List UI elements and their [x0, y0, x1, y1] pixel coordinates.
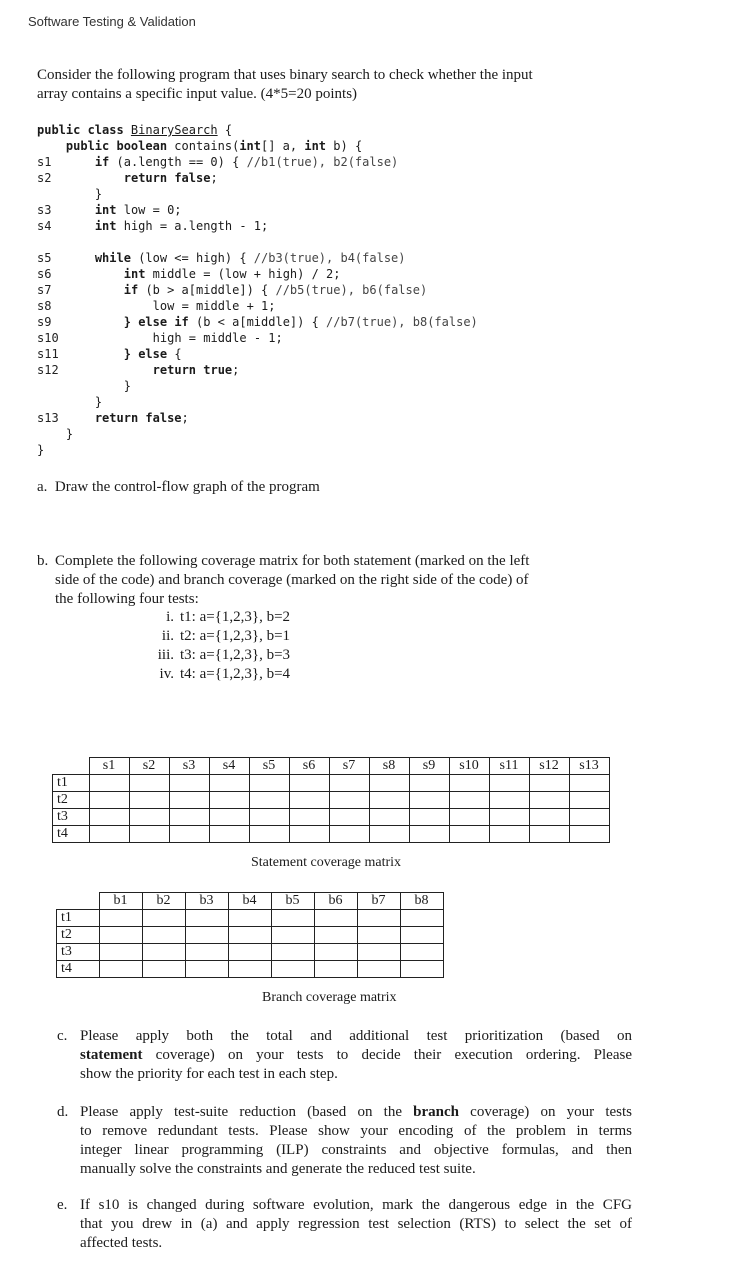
- code-line: [37, 442, 44, 458]
- code-text3: b) {: [326, 139, 363, 153]
- code-comment: //b7(true), b8(false): [326, 315, 478, 329]
- test-number: ii.: [161, 628, 174, 644]
- matrix-column-header: b1: [99, 893, 142, 910]
- code-line: [66, 426, 73, 442]
- matrix-cell[interactable]: [99, 927, 142, 944]
- part-c-letter: c.: [57, 1028, 68, 1044]
- matrix-row: [53, 792, 610, 809]
- matrix-cell[interactable]: [271, 927, 314, 944]
- matrix-cell[interactable]: [449, 809, 489, 826]
- code-kw: int: [94, 203, 124, 217]
- matrix-cell[interactable]: [400, 961, 443, 978]
- class-name: BinarySearch: [130, 123, 218, 137]
- code-line: [124, 266, 341, 282]
- matrix-cell[interactable]: [249, 775, 289, 792]
- matrix-cell[interactable]: [357, 910, 400, 927]
- matrix-cell[interactable]: [489, 826, 529, 843]
- matrix-cell[interactable]: [329, 792, 369, 809]
- matrix-cell[interactable]: [329, 809, 369, 826]
- matrix-cell[interactable]: [228, 944, 271, 961]
- intro-line: array contains a specific input value. (4*5=20 points): [37, 86, 358, 102]
- code-text: ;: [210, 171, 218, 185]
- part-d-line: manually solve the constraints and generate the reduced test suite.: [80, 1161, 476, 1177]
- code-text: low = middle + 1;: [152, 299, 276, 313]
- part-e: [80, 1196, 632, 1253]
- matrix-cell[interactable]: [142, 961, 185, 978]
- statement-label: s8: [37, 299, 52, 313]
- code-line: [124, 346, 182, 362]
- matrix-cell[interactable]: [169, 826, 209, 843]
- matrix-cell[interactable]: [129, 792, 169, 809]
- test-text: t4: a={1,2,3}, b=4: [180, 666, 291, 682]
- matrix-cell[interactable]: [569, 809, 609, 826]
- matrix-corner: [57, 893, 100, 910]
- matrix-column-header: b4: [228, 893, 271, 910]
- matrix-cell[interactable]: [357, 961, 400, 978]
- part-d-line: integer linear programming (ILP) constraints and objective formulas, and then: [80, 1142, 632, 1158]
- code-line: [95, 250, 406, 266]
- matrix-cell[interactable]: [249, 809, 289, 826]
- matrix-cell[interactable]: [529, 792, 569, 809]
- matrix-corner: [53, 758, 90, 775]
- code-kw: if: [94, 155, 117, 169]
- matrix-column-header: s12: [529, 758, 569, 775]
- code-line: [153, 298, 276, 314]
- matrix-column-header: s6: [289, 758, 329, 775]
- matrix-cell[interactable]: [529, 809, 569, 826]
- part-e-line: affected tests.: [80, 1235, 163, 1251]
- matrix-column-header: b7: [357, 893, 400, 910]
- matrix-cell[interactable]: [129, 826, 169, 843]
- matrix-column-header: b6: [314, 893, 357, 910]
- statement-label: s5: [37, 251, 52, 265]
- matrix-cell[interactable]: [185, 910, 228, 927]
- test-item: [140, 608, 290, 627]
- matrix-cell[interactable]: [169, 775, 209, 792]
- part-d: [80, 1103, 632, 1179]
- code-text: contains(: [174, 139, 240, 153]
- code-text: }: [94, 395, 103, 409]
- code-text: }: [94, 187, 103, 201]
- matrix-cell[interactable]: [271, 910, 314, 927]
- matrix-cell[interactable]: [142, 927, 185, 944]
- code-text: (a.length == 0) {: [116, 155, 247, 169]
- part-c-bold: statement: [80, 1047, 143, 1063]
- matrix-column-header: s1: [89, 758, 129, 775]
- matrix-cell[interactable]: [249, 826, 289, 843]
- matrix-cell[interactable]: [449, 826, 489, 843]
- matrix-cell[interactable]: [400, 927, 443, 944]
- part-d-line: [80, 1103, 632, 1122]
- matrix-row: [57, 944, 444, 961]
- matrix-cell[interactable]: [129, 775, 169, 792]
- statement-coverage-matrix: [52, 757, 610, 843]
- code-kw: int: [123, 267, 153, 281]
- part-c-post: coverage) on your tests to decide their execution ordering. Please: [142, 1047, 632, 1063]
- matrix-cell[interactable]: [89, 826, 129, 843]
- code-text: low = 0;: [123, 203, 182, 217]
- class-keyword: public class: [37, 123, 131, 137]
- test-text: t2: a={1,2,3}, b=1: [180, 628, 291, 644]
- matrix-row: [53, 809, 610, 826]
- part-c-line: show the priority for each test in each step.: [80, 1066, 338, 1082]
- code-line: [124, 378, 131, 394]
- code-kw: if: [123, 283, 146, 297]
- matrix-cell[interactable]: [228, 910, 271, 927]
- code-line: [124, 170, 218, 186]
- matrix-cell[interactable]: [129, 809, 169, 826]
- matrix-cell[interactable]: [142, 944, 185, 961]
- code-kw: return false: [123, 171, 211, 185]
- matrix-cell[interactable]: [209, 775, 249, 792]
- test-text: t3: a={1,2,3}, b=3: [180, 647, 291, 663]
- matrix-cell[interactable]: [99, 944, 142, 961]
- code-text: high = a.length - 1;: [123, 219, 269, 233]
- matrix-cell[interactable]: [409, 809, 449, 826]
- matrix-cell[interactable]: [529, 826, 569, 843]
- matrix-cell[interactable]: [289, 826, 329, 843]
- part-d-letter: d.: [57, 1104, 69, 1120]
- matrix-column-header: b8: [400, 893, 443, 910]
- code-comment: //b3(true), b4(false): [253, 251, 406, 265]
- matrix-column-header: b3: [185, 893, 228, 910]
- matrix-row-header: t2: [57, 927, 100, 944]
- matrix-cell[interactable]: [289, 809, 329, 826]
- code-line: [95, 186, 102, 202]
- code-line: [153, 362, 240, 378]
- matrix-cell[interactable]: [169, 792, 209, 809]
- code-line: [95, 394, 102, 410]
- matrix-cell[interactable]: [357, 927, 400, 944]
- matrix-cell[interactable]: [409, 826, 449, 843]
- class-brace: {: [217, 123, 233, 137]
- matrix-cell[interactable]: [185, 961, 228, 978]
- statement-label: s7: [37, 283, 52, 297]
- document-header: Software Testing & Validation: [28, 14, 196, 29]
- code-text: }: [37, 443, 45, 457]
- part-b-letter: b.: [37, 553, 49, 569]
- matrix-column-header: s9: [409, 758, 449, 775]
- matrix-row: [57, 961, 444, 978]
- matrix-row-header: t2: [53, 792, 90, 809]
- matrix-cell[interactable]: [329, 826, 369, 843]
- matrix-cell[interactable]: [289, 775, 329, 792]
- matrix-row: [53, 826, 610, 843]
- matrix-cell[interactable]: [99, 910, 142, 927]
- matrix-column-header: s8: [369, 758, 409, 775]
- part-a: [37, 478, 320, 497]
- matrix-cell[interactable]: [409, 775, 449, 792]
- matrix-row: [53, 775, 610, 792]
- code-text: {: [174, 347, 182, 361]
- matrix-cell[interactable]: [209, 792, 249, 809]
- statement-label: s2: [37, 171, 52, 185]
- matrix-cell[interactable]: [409, 792, 449, 809]
- class-declaration: [37, 122, 232, 138]
- code-text: middle = (low + high) / 2;: [152, 267, 341, 281]
- code-comment: //b5(true), b6(false): [275, 283, 428, 297]
- statement-label: s12: [37, 363, 59, 377]
- matrix-row-header: t4: [53, 826, 90, 843]
- matrix-column-header: s11: [489, 758, 529, 775]
- code-line: [153, 330, 283, 346]
- part-e-line: that you drew in (a) and apply regression test selection (RTS) to select the set of: [80, 1216, 632, 1232]
- statement-label: s4: [37, 219, 52, 233]
- code-kw: public boolean: [65, 139, 175, 153]
- matrix-cell[interactable]: [209, 809, 249, 826]
- code-line: [124, 314, 478, 330]
- statement-label: s6: [37, 267, 52, 281]
- matrix-cell[interactable]: [142, 910, 185, 927]
- code-kw: } else if: [123, 315, 196, 329]
- matrix-cell[interactable]: [357, 944, 400, 961]
- intro-line: Consider the following program that uses binary search to check whether the input: [37, 67, 533, 83]
- code-text: (b < a[middle]) {: [196, 315, 327, 329]
- matrix-column-header: s10: [449, 758, 489, 775]
- matrix-cell[interactable]: [314, 910, 357, 927]
- matrix-cell[interactable]: [271, 944, 314, 961]
- statement-label: s13: [37, 411, 59, 425]
- matrix-cell[interactable]: [369, 792, 409, 809]
- code-text: (low <= high) {: [138, 251, 254, 265]
- code-kw: while: [94, 251, 139, 265]
- matrix-column-header: b2: [142, 893, 185, 910]
- matrix-column-header: s4: [209, 758, 249, 775]
- matrix-cell[interactable]: [369, 775, 409, 792]
- test-item: [140, 665, 290, 684]
- matrix-cell[interactable]: [185, 944, 228, 961]
- matrix-cell[interactable]: [449, 792, 489, 809]
- code-comment: //b1(true), b2(false): [246, 155, 399, 169]
- code-kw3: int: [304, 139, 327, 153]
- matrix-cell[interactable]: [314, 927, 357, 944]
- part-a-text: Draw the control-flow graph of the program: [54, 479, 320, 495]
- matrix-cell[interactable]: [249, 792, 289, 809]
- matrix-cell[interactable]: [569, 826, 609, 843]
- code-kw: return false: [94, 411, 182, 425]
- part-c-line: Please apply both the total and additional test prioritization (based on: [80, 1028, 632, 1044]
- matrix-row: [57, 927, 444, 944]
- matrix-cell[interactable]: [89, 775, 129, 792]
- matrix-column-header: s7: [329, 758, 369, 775]
- matrix-cell[interactable]: [489, 775, 529, 792]
- test-number: iv.: [159, 666, 174, 682]
- matrix-row-header: t3: [53, 809, 90, 826]
- matrix-cell[interactable]: [89, 792, 129, 809]
- matrix-cell[interactable]: [314, 944, 357, 961]
- part-e-line: If s10 is changed during software evolution, mark the dangerous edge in the CFG: [80, 1197, 632, 1213]
- branch-matrix-caption: Branch coverage matrix: [262, 990, 397, 1005]
- matrix-cell[interactable]: [169, 809, 209, 826]
- test-item: [140, 646, 290, 665]
- part-c: [80, 1027, 632, 1084]
- matrix-column-header: s2: [129, 758, 169, 775]
- matrix-cell[interactable]: [400, 910, 443, 927]
- matrix-cell[interactable]: [228, 961, 271, 978]
- test-text: t1: a={1,2,3}, b=2: [180, 609, 291, 625]
- code-text: }: [123, 379, 131, 393]
- matrix-cell[interactable]: [228, 927, 271, 944]
- matrix-cell[interactable]: [89, 809, 129, 826]
- matrix-cell[interactable]: [489, 792, 529, 809]
- code-line: [95, 202, 182, 218]
- code-line: [95, 410, 189, 426]
- code-kw2: int: [239, 139, 261, 153]
- matrix-row-header: t3: [57, 944, 100, 961]
- part-d-post: coverage) on your tests: [459, 1104, 632, 1120]
- code-line: [124, 282, 427, 298]
- matrix-cell[interactable]: [449, 775, 489, 792]
- part-d-bold: branch: [413, 1104, 459, 1120]
- code-text: }: [65, 427, 74, 441]
- matrix-cell[interactable]: [289, 792, 329, 809]
- statement-label: s11: [37, 347, 59, 361]
- statement-label: s3: [37, 203, 52, 217]
- part-d-line: to remove redundant tests. Please show your encoding of the problem in terms: [80, 1123, 632, 1139]
- statement-label: s10: [37, 331, 59, 345]
- matrix-column-header: s5: [249, 758, 289, 775]
- part-b-line: Complete the following coverage matrix for both statement (marked on the left: [55, 553, 530, 569]
- test-number: iii.: [157, 647, 174, 663]
- matrix-cell[interactable]: [314, 961, 357, 978]
- code-kw: return true: [152, 363, 233, 377]
- statement-matrix-caption: Statement coverage matrix: [251, 855, 402, 870]
- matrix-cell[interactable]: [99, 961, 142, 978]
- matrix-column-header: b5: [271, 893, 314, 910]
- part-a-letter: a.: [37, 479, 48, 495]
- code-line: [95, 218, 268, 234]
- matrix-cell[interactable]: [329, 775, 369, 792]
- code-text: ;: [232, 363, 240, 377]
- test-item: [140, 627, 290, 646]
- matrix-row-header: t1: [57, 910, 100, 927]
- code-text: high = middle - 1;: [152, 331, 283, 345]
- part-b-line: side of the code) and branch coverage (marked on the right side of the code) of: [55, 572, 529, 588]
- part-b-line: the following four tests:: [55, 591, 199, 607]
- matrix-cell[interactable]: [400, 944, 443, 961]
- matrix-cell[interactable]: [369, 826, 409, 843]
- part-d-pre: Please apply test-suite reduction (based on the: [80, 1104, 414, 1120]
- test-number: i.: [166, 609, 174, 625]
- matrix-cell[interactable]: [569, 792, 609, 809]
- part-c-line: [80, 1046, 632, 1065]
- branch-coverage-matrix: [56, 892, 444, 978]
- matrix-row-header: t1: [53, 775, 90, 792]
- code-kw: } else: [123, 347, 175, 361]
- matrix-cell[interactable]: [489, 809, 529, 826]
- matrix-column-header: s13: [569, 758, 609, 775]
- code-kw: int: [94, 219, 124, 233]
- code-line: [66, 138, 362, 154]
- part-e-letter: e.: [57, 1197, 68, 1213]
- code-text: (b > a[middle]) {: [145, 283, 276, 297]
- matrix-row: [57, 910, 444, 927]
- code-text: ;: [181, 411, 189, 425]
- matrix-row-header: t4: [57, 961, 100, 978]
- statement-label: s9: [37, 315, 52, 329]
- matrix-cell[interactable]: [185, 927, 228, 944]
- matrix-cell[interactable]: [209, 826, 249, 843]
- matrix-cell[interactable]: [271, 961, 314, 978]
- code-line: [95, 154, 398, 170]
- matrix-cell[interactable]: [369, 809, 409, 826]
- matrix-column-header: s3: [169, 758, 209, 775]
- code-text2: [] a,: [261, 139, 305, 153]
- intro-paragraph: [37, 66, 533, 104]
- matrix-cell[interactable]: [529, 775, 569, 792]
- matrix-cell[interactable]: [569, 775, 609, 792]
- statement-label: s1: [37, 155, 52, 169]
